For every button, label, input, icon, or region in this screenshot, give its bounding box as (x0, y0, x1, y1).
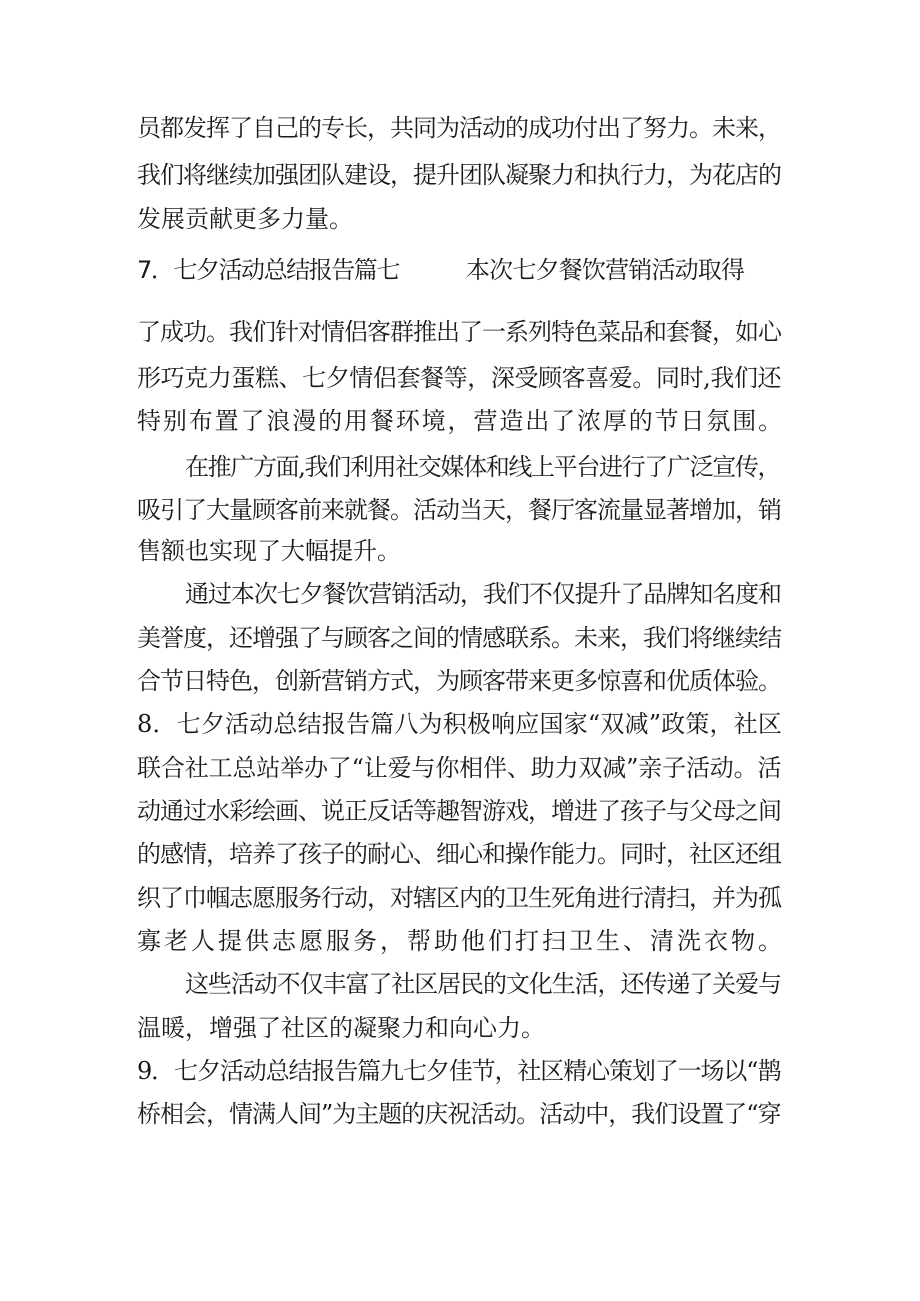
text-line: 这些活动不仅丰富了社区居民的文化生活，还传递了关爱与 (185, 970, 781, 998)
text-line: 9．七夕活动总结报告篇九七夕佳节，社区精心策划了一场以“鹊 (137, 1057, 781, 1085)
text-line: 售额也实现了大幅提升。 (137, 537, 401, 565)
text-line: 的感情，培养了孩子的耐心、细心和操作能力。同时，社区还组 (137, 840, 781, 868)
text-line: 美誉度，还增强了与顾客之间的情感联系。未来，我们将继续结 (137, 624, 781, 652)
text-line: 织了巾帼志愿服务行动，对辖区内的卫生死角进行清扫，并为孤 (137, 884, 781, 912)
text-line: 我们将继续加强团队建设，提升团队凝聚力和执行力，为花店的 (137, 161, 781, 189)
text-line: 员都发挥了自己的专长，共同为活动的成功付出了努力。未来， (137, 114, 781, 142)
text-line: 在推广方面,我们利用社交媒体和线上平台进行了广泛宣传， (185, 453, 781, 481)
text-line: 寡老人提供志愿服务，帮助他们打扫卫生、清洗衣物。 (137, 927, 785, 955)
text-line: 温暖，增强了社区的凝聚力和向心力。 (137, 1014, 545, 1042)
text-line: 了成功。我们针对情侣客群推出了一系列特色菜品和套餐，如心 (137, 318, 781, 346)
text-line: 特别布置了浪漫的用餐环境，营造出了浓厚的节日氛围。 (137, 407, 784, 435)
text-line: 8．七夕活动总结报告篇八为积极响应国家“双减”政策，社区 (137, 710, 783, 738)
section-7-heading-continuation: 本次七夕餐饮营销活动取得 (466, 256, 745, 284)
text-line: 通过本次七夕餐饮营销活动，我们不仅提升了品牌知名度和 (185, 580, 781, 608)
text-line: 联合社工总站举办了“让爱与你相伴、助力双减”亲子活动。活 (137, 754, 782, 782)
text-line: 吸引了大量顾客前来就餐。活动当天，餐厅客流量显著增加，销 (137, 496, 781, 524)
text-line: 动通过水彩绘画、说正反话等趣智游戏，增进了孩子与父母之间 (137, 797, 781, 825)
section-7-heading: 7．七夕活动总结报告篇七 (137, 256, 399, 284)
text-line: 桥相会，情满人间”为主题的庆祝活动。活动中，我们设置了“穿 (137, 1100, 781, 1128)
text-line: 发展贡献更多力量。 (137, 205, 353, 233)
text-line: 形巧克力蛋糕、七夕情侣套餐等，深受顾客喜爱。同时,我们还 (137, 364, 782, 392)
text-line: 合节日特色，创新营销方式，为顾客带来更多惊喜和优质体验。 (137, 667, 781, 695)
